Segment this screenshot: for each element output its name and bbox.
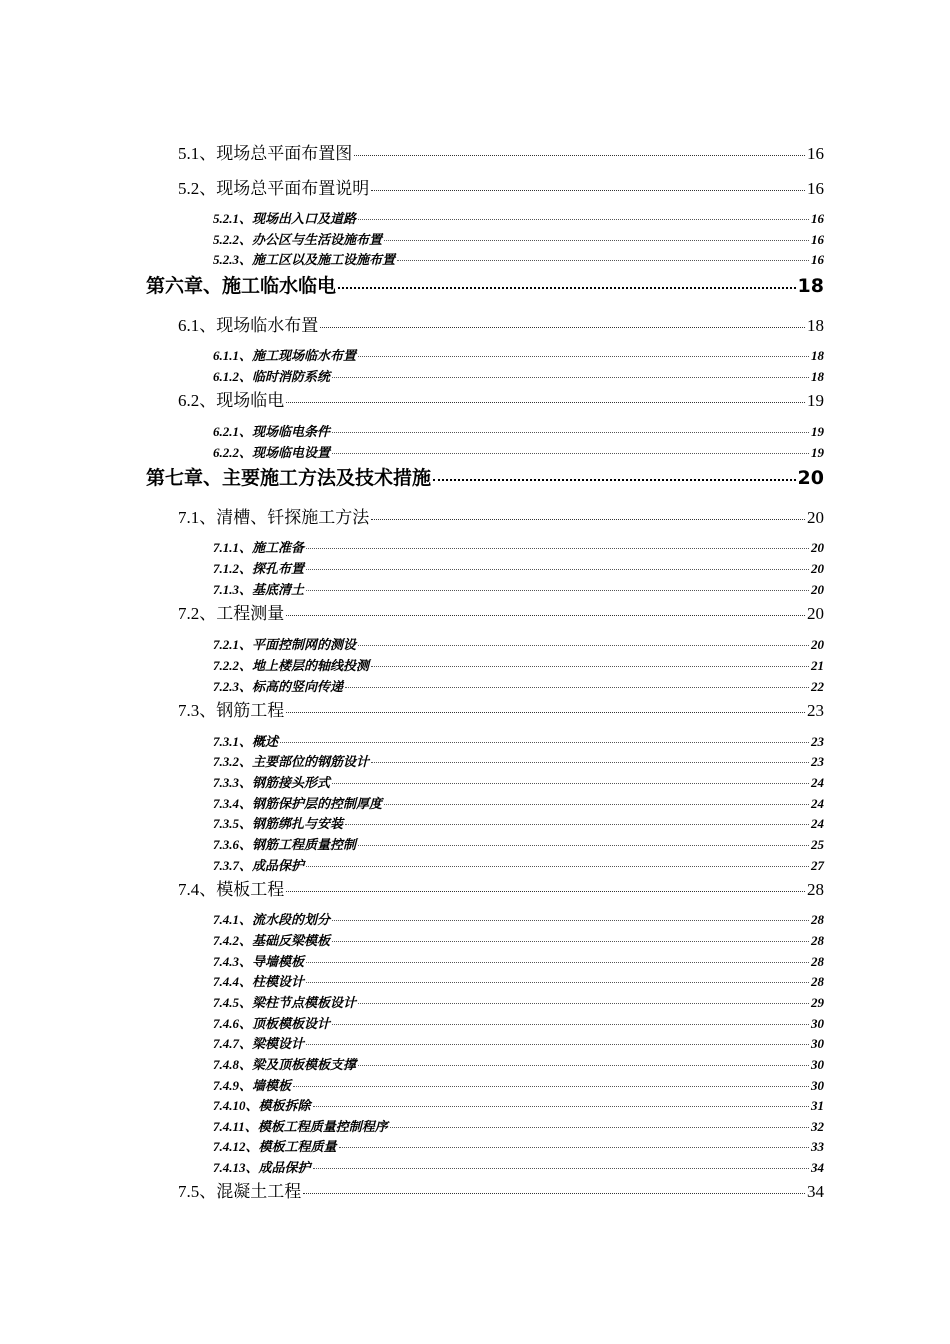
toc-entry-title: 5.2.3、施工区以及施工设施布置: [213, 252, 396, 267]
toc-page-number: 19: [811, 424, 824, 439]
toc-page-number: 28: [811, 954, 824, 969]
toc-entry-title: 7.4.5、梁柱节点模板设计: [213, 995, 357, 1010]
toc-page-number: 19: [811, 445, 824, 460]
toc-page-number: 24: [811, 816, 824, 831]
toc-leader-dots: [306, 569, 809, 570]
toc-page-number: 28: [807, 880, 824, 899]
toc-page-number: 16: [807, 144, 824, 163]
toc-page-number: 22: [811, 679, 824, 694]
toc-entry[interactable]: [213, 930, 824, 949]
toc-entry[interactable]: [178, 875, 824, 900]
toc-page-number: 24: [811, 796, 824, 811]
toc-entry[interactable]: [178, 503, 824, 528]
toc-entry[interactable]: [213, 676, 824, 695]
toc-entry-title: 7.3.4、钢筋保护层的控制厚度: [213, 796, 383, 811]
toc-page-number: 30: [811, 1078, 824, 1093]
toc-entry-title: 7.4.3、导墙模板: [213, 954, 305, 969]
toc-leader-dots: [286, 402, 805, 403]
toc-leader-dots: [397, 260, 809, 261]
toc-page-number: 18: [797, 275, 824, 297]
toc-entry-title: 6.2.1、现场临电条件: [213, 424, 331, 439]
toc-entry-title: 7.4.4、柱模设计: [213, 974, 305, 989]
toc-entry-title: 5.1、现场总平面布置图: [178, 144, 353, 163]
toc-entry-title: 6.1、现场临水布置: [178, 316, 319, 335]
toc-entry-title: 7.4.8、梁及顶板模板支撑: [213, 1057, 357, 1072]
toc-page-number: 20: [807, 508, 824, 527]
toc-entry-title: 7.3.1、概述: [213, 734, 279, 749]
toc-page-number: 18: [807, 316, 824, 335]
toc-leader-dots: [354, 155, 805, 156]
toc-entry[interactable]: [213, 751, 824, 770]
toc-entry-title: 5.2、现场总平面布置说明: [178, 179, 370, 198]
toc-leader-dots: [332, 920, 809, 921]
toc-entry[interactable]: [213, 558, 824, 577]
toc-leader-dots: [306, 982, 809, 983]
toc-page-number: 19: [807, 391, 824, 410]
toc-page-number: 18: [811, 369, 824, 384]
toc-entry-title: 7.3.5、钢筋绑扎与安装: [213, 816, 344, 831]
toc-page-number: 27: [811, 858, 824, 873]
toc-leader-dots: [320, 327, 805, 328]
toc-page-number: 20: [811, 540, 824, 555]
toc-entry[interactable]: [178, 599, 824, 624]
toc-leader-dots: [332, 783, 809, 784]
toc-entry-title: 7.2.1、平面控制网的测设: [213, 637, 357, 652]
toc-page-number: 23: [811, 734, 824, 749]
toc-entry[interactable]: [213, 345, 824, 364]
toc-leader-dots: [286, 891, 805, 892]
toc-entry[interactable]: [213, 855, 824, 874]
toc-entry[interactable]: [213, 366, 824, 385]
toc-entry[interactable]: [213, 249, 824, 268]
toc-entry[interactable]: [213, 655, 824, 674]
toc-entry-title: 7.2、工程测量: [178, 604, 285, 623]
toc-leader-dots: [306, 1044, 809, 1045]
toc-entry[interactable]: [178, 696, 824, 721]
toc-entry[interactable]: [213, 1013, 824, 1032]
toc-leader-dots: [358, 1003, 809, 1004]
toc-entry[interactable]: [213, 1157, 824, 1176]
toc-entry-title: 第七章、主要施工方法及技术措施: [146, 467, 432, 489]
toc-entry-title: 7.3.3、钢筋接头形式: [213, 775, 331, 790]
toc-entry-title: 7.3、钢筋工程: [178, 701, 285, 720]
toc-page-number: 16: [811, 252, 824, 267]
toc-entry[interactable]: [213, 834, 824, 853]
toc-page-number: 16: [811, 232, 824, 247]
toc-entry[interactable]: [213, 229, 824, 248]
toc-leader-dots: [303, 1193, 805, 1194]
toc-entry-title: 7.4.11、模板工程质量控制程序: [213, 1119, 388, 1134]
toc-entry[interactable]: [213, 421, 824, 440]
toc-entry-title: 5.2.2、办公区与生活设施布置: [213, 232, 383, 247]
toc-leader-dots: [293, 1086, 809, 1087]
toc-leader-dots: [384, 804, 809, 805]
toc-leader-dots: [371, 519, 805, 520]
toc-leader-dots: [286, 712, 805, 713]
toc-entry[interactable]: [213, 971, 824, 990]
toc-page-number: 18: [811, 348, 824, 363]
toc-entry-title: 7.4.1、流水段的划分: [213, 912, 331, 927]
toc-page-number: 25: [811, 837, 824, 852]
toc-entry-title: 7.4.10、模板拆除: [213, 1098, 311, 1113]
toc-page-number: 34: [811, 1160, 824, 1175]
toc-leader-dots: [313, 1106, 809, 1107]
toc-entry-title: 7.3.2、主要部位的钢筋设计: [213, 754, 370, 769]
toc-entry[interactable]: [213, 813, 824, 832]
toc-page-number: 28: [811, 974, 824, 989]
toc-entry[interactable]: [146, 463, 824, 490]
toc-entry[interactable]: [213, 1054, 824, 1073]
toc-page-number: 20: [811, 582, 824, 597]
toc-entry-title: 6.1.2、临时消防系统: [213, 369, 331, 384]
toc-entry-title: 6.2、现场临电: [178, 391, 285, 410]
toc-entry[interactable]: [213, 731, 824, 750]
toc-entry-title: 7.4、模板工程: [178, 880, 285, 899]
toc-leader-dots: [332, 941, 809, 942]
toc-leader-dots: [358, 1065, 809, 1066]
toc-entry[interactable]: [213, 208, 824, 227]
toc-entry[interactable]: [178, 311, 824, 336]
toc-page-number: 33: [811, 1139, 824, 1154]
toc-entry-title: 7.1、清槽、钎探施工方法: [178, 508, 370, 527]
toc-leader-dots: [286, 615, 805, 616]
toc-leader-dots: [332, 432, 809, 433]
toc-entry-title: 7.4.9、墙模板: [213, 1078, 292, 1093]
toc-page-number: 20: [811, 561, 824, 576]
toc-page-number: 30: [811, 1016, 824, 1031]
toc-entry-title: 7.5、混凝土工程: [178, 1182, 302, 1201]
toc-entry[interactable]: [213, 909, 824, 928]
toc-leader-dots: [338, 287, 796, 289]
toc-entry[interactable]: [178, 1177, 824, 1202]
toc-leader-dots: [390, 1127, 809, 1128]
toc-page-number: 28: [811, 933, 824, 948]
toc-entry-title: 7.3.6、钢筋工程质量控制: [213, 837, 357, 852]
toc-entry[interactable]: [213, 1075, 824, 1094]
toc-leader-dots: [345, 687, 809, 688]
toc-page-number: 30: [811, 1036, 824, 1051]
toc-leader-dots: [306, 548, 809, 549]
toc-page-number: 20: [811, 637, 824, 652]
toc-page-number: 16: [811, 211, 824, 226]
toc-page-number: 23: [811, 754, 824, 769]
toc-entry[interactable]: [213, 1116, 824, 1135]
toc-leader-dots: [306, 866, 809, 867]
toc-page-number: 34: [807, 1182, 824, 1201]
toc-page-number: 30: [811, 1057, 824, 1072]
toc-leader-dots: [371, 762, 809, 763]
toc-entry[interactable]: [213, 772, 824, 791]
toc-entry-title: 7.4.13、成品保护: [213, 1160, 311, 1175]
toc-entry[interactable]: [213, 1095, 824, 1114]
toc-entry-title: 6.2.2、现场临电设置: [213, 445, 331, 460]
toc-leader-dots: [358, 356, 809, 357]
toc-leader-dots: [358, 845, 809, 846]
toc-entry[interactable]: [213, 951, 824, 970]
toc-page-number: 28: [811, 912, 824, 927]
toc-entry[interactable]: [213, 992, 824, 1011]
toc-entry[interactable]: [213, 1033, 824, 1052]
toc-leader-dots: [280, 742, 809, 743]
toc-page-number: 20: [807, 604, 824, 623]
toc-entry[interactable]: [178, 139, 824, 164]
toc-page-number: 23: [807, 701, 824, 720]
toc-leader-dots: [313, 1168, 809, 1169]
toc-page-number: 32: [811, 1119, 824, 1134]
toc-page-number: 21: [811, 658, 824, 673]
toc-leader-dots: [358, 645, 809, 646]
toc-entry[interactable]: [213, 793, 824, 812]
toc-page-number: 20: [797, 467, 824, 489]
toc-entry[interactable]: [213, 1136, 824, 1155]
toc-leader-dots: [384, 240, 809, 241]
toc-entry-title: 7.1.3、基底清土: [213, 582, 305, 597]
toc-leader-dots: [433, 479, 796, 481]
toc-leader-dots: [345, 824, 809, 825]
toc-leader-dots: [371, 666, 809, 667]
toc-entry-title: 7.4.6、顶板模板设计: [213, 1016, 331, 1031]
toc-entry-title: 7.1.1、施工准备: [213, 540, 305, 555]
toc-entry-title: 7.1.2、探孔布置: [213, 561, 305, 576]
toc-page-number: 16: [807, 179, 824, 198]
toc-entry[interactable]: [213, 442, 824, 461]
toc-entry-title: 7.3.7、成品保护: [213, 858, 305, 873]
toc-leader-dots: [332, 453, 809, 454]
toc-entry-title: 6.1.1、施工现场临水布置: [213, 348, 357, 363]
toc-entry-title: 7.4.12、模板工程质量: [213, 1139, 337, 1154]
toc-entry[interactable]: [146, 271, 824, 298]
toc-entry[interactable]: [178, 174, 824, 199]
toc-entry-title: 第六章、施工临水临电: [146, 275, 337, 297]
toc-leader-dots: [358, 219, 809, 220]
toc-entry-title: 7.2.2、地上楼层的轴线投测: [213, 658, 370, 673]
toc-entry[interactable]: [213, 579, 824, 598]
toc-leader-dots: [306, 590, 809, 591]
toc-entry[interactable]: [213, 537, 824, 556]
toc-entry[interactable]: [213, 634, 824, 653]
toc-page-number: 31: [811, 1098, 824, 1113]
toc-page-number: 24: [811, 775, 824, 790]
toc-page-number: 29: [811, 995, 824, 1010]
toc-leader-dots: [339, 1147, 809, 1148]
toc-entry[interactable]: [178, 386, 824, 411]
toc-entry-title: 7.4.2、基础反梁模板: [213, 933, 331, 948]
toc-leader-dots: [371, 190, 805, 191]
toc-entry-title: 7.2.3、标高的竖向传递: [213, 679, 344, 694]
toc-entry-title: 7.4.7、梁模设计: [213, 1036, 305, 1051]
toc-leader-dots: [306, 962, 809, 963]
toc-leader-dots: [332, 377, 809, 378]
toc-entry-title: 5.2.1、现场出入口及道路: [213, 211, 357, 226]
toc-leader-dots: [332, 1024, 809, 1025]
